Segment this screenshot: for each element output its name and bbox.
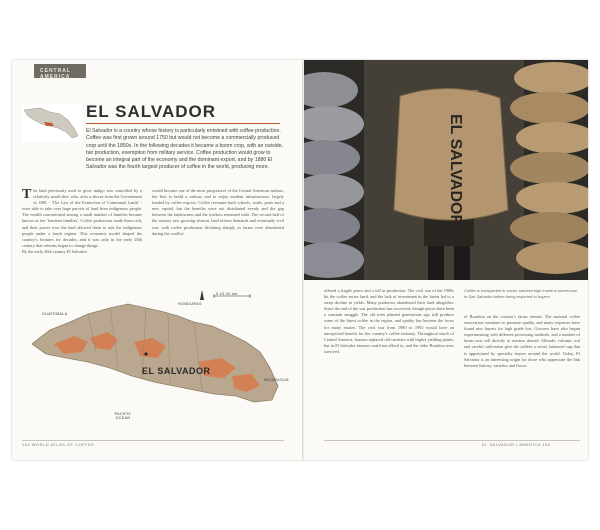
label-honduras: HONDURAS [178,302,202,306]
photo-caption: Coffee is transported in sacks, stacked high inside a warehouse in San Salvador before being exported to buyers. [464,288,577,299]
drop-cap: T [22,187,32,202]
left-column-1-tail: By the early 20th century El Salvador [22,248,87,254]
country-title: EL SALVADOR [86,102,217,121]
left-body-column-2: would become one of the most progressive of the Central American nations, the first to build a railway and to enjoy modern infrastructure, largely funded by coffee exports. Coffee revenues built schools, roads, ports and a new capital, but the benefits were not distributed evenly and the gap between the landowners and the workers remained wide. The second half of the century saw growing tension, land reform demands and eventually civil war, with coffee production declining sharply as farms were abandoned during the conflict. [152,188,284,236]
left-folio: 104 WORLD ATLAS OF COFFEE [22,442,95,447]
label-nicaragua: NICARAGUA [264,378,289,382]
section-tab-label: CENTRAL AMERICA [40,68,71,80]
map-title: EL SALVADOR [142,366,211,376]
warehouse-photo [304,60,588,280]
left-column-1-text: he land previously used to grow indigo was controlled by a relatively small elite, who, after a decree from the Government in 1881 - 'The Law of the Extinction of Communal Lands' - were able to take over huge parcels of land from indigenous people. The wealth concentrated among a small number of families became known as the 'fourteen families'. Coffee production made them rich, and their power over the land allowed them to rule the indigenous people under a harsh regime. This economic model shaped the country's fortunes for decades, and it was only in the early 20th century that reforms began to change things. [22,188,142,248]
label-guatemala: GUATEMALA [42,312,68,316]
locator-map [22,104,82,142]
right-folio: EL SALVADOR | AMERICA 105 [482,442,551,447]
right-body-column-2: of Bourbon on the country's farms remain. The national coffee association continues to promote quality, and many exporters have found new buyers for high grade lots. Growers have also begun experimenting with different processing methods, and a number of farms now sell directly to roasters abroad. Altitude, volcanic soil and careful cultivation give the coffees a sweet, balanced cup that is appreciated by specialty buyers around the world. Today, El Salvador is an interesting origin for those who appreciate the link between history, varieties and flavor. [464,314,580,368]
intro-paragraph: El Salvador is a country whose history is particularly entwined with coffee production. Coffee was first grown around 1750 but would not become a commercially produced crop until the 1850s. In the following decades it became a boom crop, with an outside, fair production, exemption from military service. Coffee production would grow to become an integral part of the economy and the dominant export, and by 1880 El Salvador was the fourth largest producer of coffee in the world, producing more. [86,128,283,171]
book-spread [12,60,588,460]
label-pacific-ocean: PACIFIC OCEAN [114,412,132,420]
sack-print: EL SALVADOR [447,113,464,227]
section-tab [34,64,86,78]
map-scale-label: 0 10 20 km [216,292,238,296]
right-folio-rule [324,440,580,441]
left-folio-rule [22,440,284,441]
el-salvador-map [18,282,300,442]
left-body-column-1 [22,188,142,255]
right-body-column-1: offered a fragile peace and a fall in production. The civil war of the 1980s hit the coffee sector hard, and the lack of investment in the farms led to a steep decline in yields. Many producers abandoned their land altogether. Since the end of the war production has recovered, though prices have been a constant struggle. The old trees planted generations ago still produce some of the finest coffee in the region, and quality has become the focus for many estates. The civil war from 1980 to 1992 would have an unexpected benefit for the country's coffee industry. Throughout much of Central America, farmers replaced old varieties with higher yielding plants, but in El Salvador farmers could not afford to, and the older Bourbon trees survived. [324,288,454,354]
title-rule [86,123,280,124]
capital-marker-icon [144,352,147,355]
